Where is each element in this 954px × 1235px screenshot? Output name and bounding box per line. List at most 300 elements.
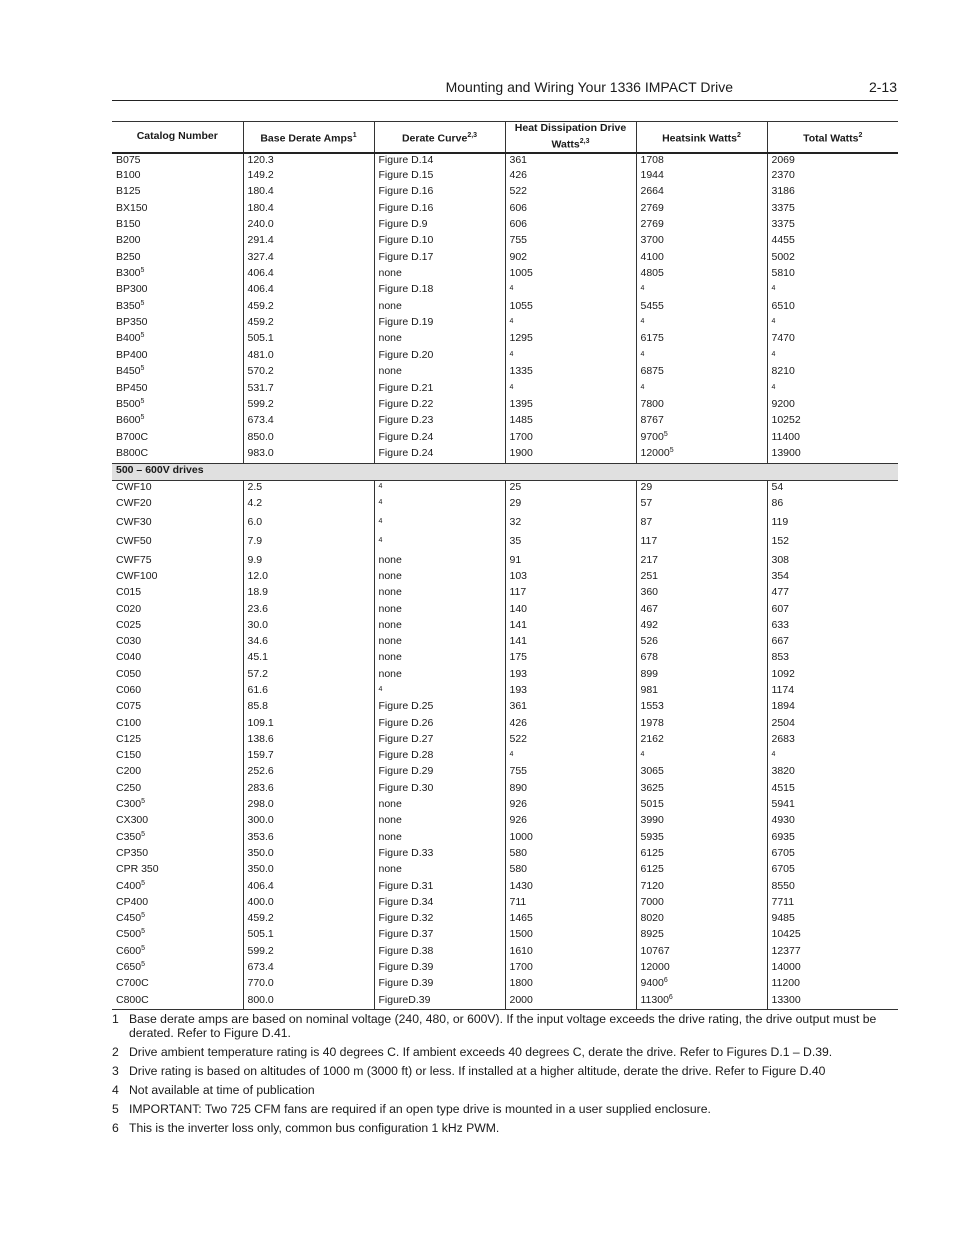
table-cell: 2769 [636, 202, 767, 218]
table-cell: C700C [116, 977, 149, 990]
table-cell: Figure D.27 [374, 733, 505, 749]
table-cell: 1395 [505, 398, 636, 414]
table-cell: 6510 [767, 300, 898, 316]
table-cell: 193 [505, 668, 636, 684]
table-cell: 4 [636, 349, 767, 365]
table-cell: C150 [116, 749, 142, 762]
table-cell: 492 [636, 619, 767, 635]
table-cell: 159.7 [243, 749, 374, 765]
table-cell: 426 [505, 717, 636, 733]
table-cell: CWF50 [116, 534, 152, 547]
table-cell: Figure D.20 [374, 349, 505, 365]
table-cell: Figure D.22 [374, 398, 505, 414]
column-header-label: Total Watts [803, 132, 859, 144]
footnote-text: Drive ambient temperature rating is 40 degrees C. If ambient exceeds 40 degrees C, derate the drive. Refer to Figures D.1 – D.39. [129, 1044, 833, 1059]
table-cell: FigureD.39 [374, 994, 505, 1010]
table-cell: C075 [116, 700, 142, 713]
table-cell: $C450^5$ [116, 912, 146, 925]
table-cell: 6705 [767, 863, 898, 879]
table-cell: 3990 [636, 814, 767, 830]
table-cell: 140 [505, 603, 636, 619]
footnote-number: 4 [112, 1082, 119, 1097]
table-cell: 580 [505, 863, 636, 879]
table-cell: 34.6 [243, 635, 374, 651]
table-cell: 459.2 [243, 912, 374, 928]
table-cell: 87 [636, 516, 767, 535]
table-cell: 9.9 [243, 554, 374, 570]
footnote-number: 2 [112, 1044, 119, 1059]
table-cell: 7800 [636, 398, 767, 414]
table-row [112, 382, 898, 398]
table-cell: 1465 [505, 912, 636, 928]
table-row [112, 283, 898, 299]
table-cell: 2.5 [243, 480, 374, 496]
column-header-label: Heatsink Watts [662, 132, 737, 144]
table-cell: $C500^5$ [116, 928, 146, 941]
table-row [112, 349, 898, 365]
table-cell: 1485 [505, 414, 636, 430]
table-cell: 13300 [767, 994, 898, 1010]
table-cell: 9485 [767, 912, 898, 928]
table-cell: 481.0 [243, 349, 374, 365]
table-cell: 606 [505, 218, 636, 234]
footnote-text: Not available at time of publication [129, 1082, 315, 1097]
table-cell: 35 [505, 535, 636, 554]
footnote-number: 5 [112, 1101, 119, 1116]
footnote-number: 3 [112, 1063, 119, 1078]
footnote [112, 1065, 898, 1079]
table-cell: 4 [636, 316, 767, 332]
table-cell: Figure D.30 [374, 782, 505, 798]
table-cell: 678 [636, 651, 767, 667]
table-row [112, 431, 898, 447]
table-cell: C100 [116, 716, 142, 729]
table-cell: 459.2 [243, 316, 374, 332]
table-cell: C050 [116, 667, 142, 680]
table-cell: 4455 [767, 234, 898, 250]
table-cell: 902 [505, 251, 636, 267]
table-cell: 1800 [505, 977, 636, 993]
table-cell: 770.0 [243, 977, 374, 993]
table-cell: B075 [116, 153, 141, 166]
table-cell: 9700$^5$ [636, 431, 767, 447]
table-row [112, 251, 898, 267]
table-cell: 251 [636, 570, 767, 586]
table-cell: 1944 [636, 169, 767, 185]
table-row [112, 880, 898, 896]
table-cell: 361 [505, 700, 636, 716]
table-cell: 755 [505, 765, 636, 781]
table-cell: 983.0 [243, 447, 374, 463]
table-row [112, 169, 898, 185]
table-cell: 755 [505, 234, 636, 250]
table-cell: 599.2 [243, 945, 374, 961]
table-cell: 6125 [636, 863, 767, 879]
table-cell: 890 [505, 782, 636, 798]
table-cell: 505.1 [243, 928, 374, 944]
table-cell: 8550 [767, 880, 898, 896]
table-cell: BP450 [116, 381, 148, 394]
table-cell: 120.3 [243, 153, 374, 169]
table-cell: 4 [505, 349, 636, 365]
table-cell: 522 [505, 733, 636, 749]
table-cell: CWF20 [116, 496, 152, 509]
table-cell: 5941 [767, 798, 898, 814]
table-cell: none [374, 668, 505, 684]
footnote-text: This is the inverter loss only, common bus configuration 1 kHz PWM. [129, 1120, 500, 1135]
table-cell: 1500 [505, 928, 636, 944]
table-row [112, 267, 898, 283]
table-cell: 103 [505, 570, 636, 586]
table-cell: 350.0 [243, 863, 374, 879]
table-row [112, 218, 898, 234]
table-cell: 10252 [767, 414, 898, 430]
column-header-label: Derate Curve [401, 132, 468, 144]
table-cell: 4 [767, 316, 898, 332]
table-cell: 109.1 [243, 717, 374, 733]
table-cell: 29 [505, 497, 636, 516]
column-header-footnote: 2 [736, 131, 741, 139]
table-row [112, 994, 898, 1010]
table-cell: C200 [116, 765, 142, 778]
table-cell: Figure D.18 [374, 283, 505, 299]
table-cell: 426 [505, 169, 636, 185]
table-row [112, 977, 898, 993]
table-cell: $B450^5$ [116, 365, 145, 378]
table-cell: 91 [505, 554, 636, 570]
table-row [112, 896, 898, 912]
table-cell: 8020 [636, 912, 767, 928]
table-row [112, 635, 898, 651]
table-cell: Figure D.37 [374, 928, 505, 944]
table-cell: 1000 [505, 831, 636, 847]
table-cell: 85.8 [243, 700, 374, 716]
table-cell: 2769 [636, 218, 767, 234]
table-cell: 607 [767, 603, 898, 619]
table-cell: 4 [374, 480, 505, 496]
table-cell: Figure D.26 [374, 717, 505, 733]
header-rule [112, 100, 898, 101]
table-cell: 4 [636, 749, 767, 765]
table-row [112, 961, 898, 977]
table-cell: none [374, 798, 505, 814]
table-row [112, 570, 898, 586]
table-row [112, 749, 898, 765]
table-cell: 4 [767, 382, 898, 398]
table-cell: 29 [636, 480, 767, 496]
table-cell: 6705 [767, 847, 898, 863]
table-cell: Figure D.25 [374, 700, 505, 716]
table-cell: 711 [505, 896, 636, 912]
table-cell: 4 [374, 516, 505, 535]
table-cell: 4 [636, 283, 767, 299]
table-cell: none [374, 651, 505, 667]
table-row [112, 651, 898, 667]
table-cell: 11400 [767, 431, 898, 447]
table-row [112, 619, 898, 635]
table-cell: Figure D.19 [374, 316, 505, 332]
table-cell: 800.0 [243, 994, 374, 1010]
table-cell: 926 [505, 814, 636, 830]
table-cell: 406.4 [243, 267, 374, 283]
table-cell: 853 [767, 651, 898, 667]
table-row [112, 554, 898, 570]
footnote [112, 1122, 898, 1136]
table-cell: 2370 [767, 169, 898, 185]
table-cell: BX150 [116, 201, 148, 214]
table-cell: 7470 [767, 332, 898, 348]
table-cell: 899 [636, 668, 767, 684]
table-cell: 406.4 [243, 880, 374, 896]
table-cell: 2683 [767, 733, 898, 749]
table-row [112, 480, 898, 496]
footnote-number: 1 [112, 1012, 119, 1026]
table-row [112, 945, 898, 961]
table-cell: 4 [636, 382, 767, 398]
table-row [112, 153, 898, 169]
table-cell: Figure D.29 [374, 765, 505, 781]
table-cell: none [374, 570, 505, 586]
derating-table [112, 121, 898, 1010]
table-cell: Figure D.38 [374, 945, 505, 961]
table-row [112, 668, 898, 684]
table-cell: Figure D.9 [374, 218, 505, 234]
table-cell: BP400 [116, 348, 148, 361]
table-cell: 12377 [767, 945, 898, 961]
table-cell: 217 [636, 554, 767, 570]
table-cell: 12000$^5$ [636, 447, 767, 463]
column-header-footnote: 1 [352, 131, 357, 139]
table-cell: 3375 [767, 218, 898, 234]
table-cell: 10425 [767, 928, 898, 944]
table-cell: 3700 [636, 234, 767, 250]
table-cell: B700C [116, 430, 149, 443]
column-header-label: Base Derate Amps [260, 132, 353, 144]
table-cell: 406.4 [243, 283, 374, 299]
table-cell: 606 [505, 202, 636, 218]
table-cell: 25 [505, 480, 636, 496]
table-cell: 3375 [767, 202, 898, 218]
table-cell: 2664 [636, 185, 767, 201]
table-cell: 4930 [767, 814, 898, 830]
table-cell: 360 [636, 586, 767, 602]
table-cell: CWF100 [116, 569, 158, 582]
table-cell: 2069 [767, 153, 898, 169]
table-cell: 4805 [636, 267, 767, 283]
table-row [112, 234, 898, 250]
table-cell: 32 [505, 516, 636, 535]
table-cell: 5002 [767, 251, 898, 267]
table-cell: 12.0 [243, 570, 374, 586]
table-cell: 4 [505, 316, 636, 332]
table-cell: C030 [116, 635, 142, 648]
table-cell: 4515 [767, 782, 898, 798]
table-cell: BP300 [116, 283, 148, 296]
table-cell: 86 [767, 497, 898, 516]
table-cell: 6935 [767, 831, 898, 847]
table-cell: 8767 [636, 414, 767, 430]
table-cell: 180.4 [243, 185, 374, 201]
table-row [112, 798, 898, 814]
table-cell: C040 [116, 651, 142, 664]
table-cell: 4 [767, 283, 898, 299]
table-cell: none [374, 603, 505, 619]
table-cell: 667 [767, 635, 898, 651]
table-cell: 2000 [505, 994, 636, 1010]
table-cell: Figure D.15 [374, 169, 505, 185]
table-cell: 57 [636, 497, 767, 516]
column-header [636, 122, 767, 153]
table-cell: 6175 [636, 332, 767, 348]
table-cell: C060 [116, 684, 142, 696]
table-cell: Figure D.21 [374, 382, 505, 398]
table-cell: CP400 [116, 895, 149, 908]
column-header-label: Catalog Number [136, 130, 218, 143]
table-cell: none [374, 267, 505, 283]
table-cell: C800C [112, 994, 243, 1010]
table-row [112, 814, 898, 830]
table-cell: 570.2 [243, 365, 374, 381]
section-row [112, 463, 898, 480]
table-row [112, 603, 898, 619]
table-cell: 252.6 [243, 765, 374, 781]
table-cell: 1430 [505, 880, 636, 896]
table-cell: 2504 [767, 717, 898, 733]
table-cell: none [374, 831, 505, 847]
table-cell: Figure D.16 [374, 185, 505, 201]
table-cell: $B350^5$ [116, 299, 145, 312]
table-row [112, 316, 898, 332]
table-cell: 4 [505, 382, 636, 398]
table-cell: 30.0 [243, 619, 374, 635]
table-row [112, 300, 898, 316]
table-cell: 8210 [767, 365, 898, 381]
table-cell: 11300$^6$ [636, 994, 767, 1010]
table-cell: none [374, 365, 505, 381]
table-cell: 4100 [636, 251, 767, 267]
section-label: 500 – 600V drives [112, 463, 898, 480]
table-cell: $C600^5$ [116, 944, 146, 957]
table-cell: C020 [116, 602, 142, 615]
column-header [505, 122, 636, 153]
table-cell: Figure D.39 [374, 961, 505, 977]
table-cell: 4 [374, 497, 505, 516]
table-cell: 141 [505, 619, 636, 635]
table-cell: 1700 [505, 961, 636, 977]
table-cell: 117 [636, 535, 767, 554]
table-row [112, 847, 898, 863]
table-row [112, 684, 898, 700]
table-cell: none [374, 863, 505, 879]
table-cell: CWF10 [116, 480, 152, 493]
table-cell: 193 [505, 684, 636, 700]
table-cell: 180.4 [243, 202, 374, 218]
table-cell: 4 [767, 349, 898, 365]
table-cell: $C400^5$ [116, 879, 146, 892]
table-cell: 283.6 [243, 782, 374, 798]
table-cell: 1610 [505, 945, 636, 961]
table-cell: 240.0 [243, 218, 374, 234]
table-cell: C015 [116, 586, 142, 599]
table-cell: CX300 [116, 814, 149, 827]
table-cell: 477 [767, 586, 898, 602]
table-cell: 459.2 [243, 300, 374, 316]
table-cell: B200 [116, 234, 141, 247]
page-number: 2-13 [868, 79, 897, 95]
table-cell: Figure D.24 [374, 431, 505, 447]
table-cell: 10767 [636, 945, 767, 961]
table-cell: 149.2 [243, 169, 374, 185]
table-cell: 1005 [505, 267, 636, 283]
table-cell: 1174 [767, 684, 898, 700]
column-header [243, 122, 374, 153]
table-cell: Figure D.16 [374, 202, 505, 218]
table-cell: $B400^5$ [116, 332, 145, 345]
table-cell: 1553 [636, 700, 767, 716]
table-cell: 5935 [636, 831, 767, 847]
table-cell: 9200 [767, 398, 898, 414]
table-cell: C025 [116, 618, 142, 631]
table-cell: none [374, 332, 505, 348]
footnote [112, 1084, 898, 1098]
table-cell: 4 [505, 283, 636, 299]
table-cell: 1295 [505, 332, 636, 348]
table-cell: 291.4 [243, 234, 374, 250]
table-cell: 3820 [767, 765, 898, 781]
table-cell: 300.0 [243, 814, 374, 830]
table-row [112, 447, 898, 463]
table-row [112, 765, 898, 781]
table-cell: 1335 [505, 365, 636, 381]
table-cell: Figure D.31 [374, 880, 505, 896]
table-cell: $C650^5$ [116, 961, 146, 974]
table-cell: 4 [505, 749, 636, 765]
footnote-text: Base derate amps are based on nominal voltage (240, 480, or 600V). If the input voltage exceeds the drive rating, the drive output must be derated. Refer to Figure D.41. [129, 1012, 877, 1040]
table-cell: 599.2 [243, 398, 374, 414]
table-row [112, 202, 898, 218]
table-cell: B800C [116, 446, 149, 459]
column-header [112, 122, 243, 153]
table-cell: 981 [636, 684, 767, 700]
table-cell: 4.2 [243, 497, 374, 516]
table-row [112, 733, 898, 749]
table-row [112, 185, 898, 201]
table-cell: 8925 [636, 928, 767, 944]
table-row [112, 782, 898, 798]
table-row [112, 912, 898, 928]
table-cell: 673.4 [243, 961, 374, 977]
table-cell: 117 [505, 586, 636, 602]
table-row [112, 365, 898, 381]
table-cell: none [374, 300, 505, 316]
footnote-number: 6 [112, 1120, 119, 1135]
table-cell: 7.9 [243, 535, 374, 554]
table-cell: 522 [505, 185, 636, 201]
table-cell: 1700 [505, 431, 636, 447]
table-row [112, 863, 898, 879]
table-cell: 175 [505, 651, 636, 667]
table-cell: Figure D.39 [374, 977, 505, 993]
table-cell: 3065 [636, 765, 767, 781]
running-header-title: Mounting and Wiring Your 1336 IMPACT Drive [445, 79, 733, 95]
table-cell: Figure D.23 [374, 414, 505, 430]
footnote [112, 1013, 898, 1040]
table-cell: 1900 [505, 447, 636, 463]
table-cell: 7000 [636, 896, 767, 912]
table-cell: 45.1 [243, 651, 374, 667]
table-cell: none [374, 814, 505, 830]
table-cell: 327.4 [243, 251, 374, 267]
